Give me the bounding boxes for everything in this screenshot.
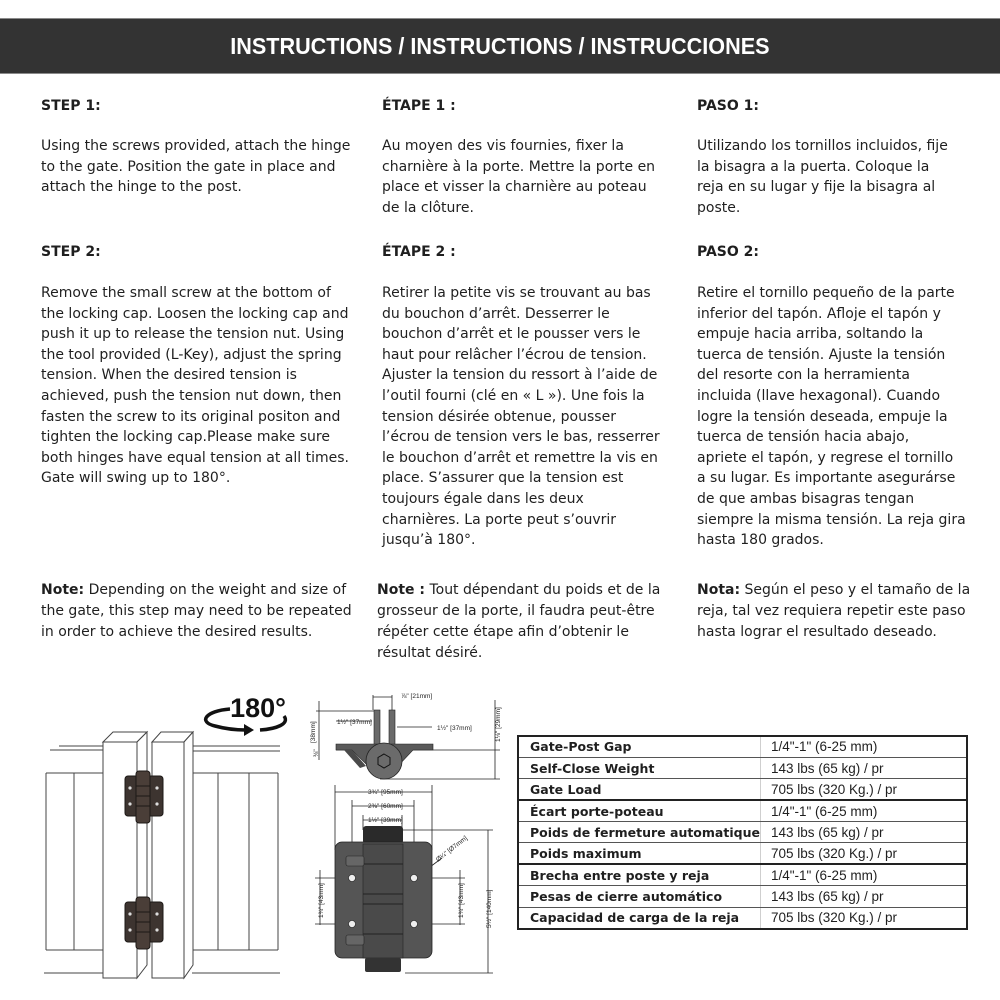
text-line: attach the hinge to the post. [41, 179, 242, 196]
spec-value: 705 lbs (320 Kg.) / pr [760, 907, 967, 928]
dim-knuckle-gap: ⅞" [21mm] [401, 693, 433, 700]
note-line: in order to achieve the desired results. [41, 624, 313, 640]
text-line: tension désirée obtenue, pousser [382, 408, 616, 425]
text-line: jusqu’à 180°. [382, 532, 476, 549]
spec-value: 143 lbs (65 kg) / pr [760, 757, 967, 778]
step2-heading: STEP 2: [41, 244, 101, 260]
note-label: Note: [41, 582, 85, 598]
spec-row [518, 864, 967, 885]
text-line: Ajuster la tension du ressort à l’aide de [382, 367, 658, 384]
text-line: to the gate. Position the gate in place and [41, 158, 336, 175]
spec-row [518, 779, 967, 800]
text-line: du bouchon d’arrêt. Desserrer le [382, 305, 610, 322]
text-line: tension. When the desired tension is [41, 367, 297, 384]
gate-hinge-illustration [30, 680, 300, 990]
note-text: Depending on the weight and size of [84, 582, 347, 598]
note [41, 580, 352, 643]
text-line: incluida (llave hexagonal). Cuando [697, 387, 941, 404]
text-line: Retire el tornillo pequeño de la parte [697, 285, 955, 301]
note-line: hasta lograr el resultado deseado. [697, 624, 937, 640]
fence-panel-right [192, 746, 280, 973]
dim-plate-thickness: ⅜" [313, 749, 320, 757]
dim-overall-height: 5½" [140mm] [486, 889, 493, 928]
spec-label: Gate Load [518, 779, 760, 800]
text-line: le bouchon d’arrêt et remettre la vis en [382, 449, 658, 466]
dim-left-height: [38mm] [310, 721, 317, 743]
text-line: de la clôture. [382, 199, 474, 216]
dim-overall-depth: 1⅛" [29mm] [495, 707, 502, 742]
dim-hole-spacing: 2⅜" [60mm] [368, 803, 403, 810]
spec-label: Brecha entre poste y reja [518, 864, 760, 885]
step1-body [382, 136, 655, 218]
spec-label: Poids maximum [518, 843, 760, 864]
dim-overall-width: 3¾" [95mm] [368, 789, 403, 796]
text-line: place et visser la charnière au poteau [382, 179, 647, 196]
spec-value: 1/4"-1" (6-25 mm) [760, 800, 967, 821]
hinge-front-view-shape [335, 826, 432, 972]
spec-row [518, 736, 967, 757]
dim-leaf-left: 1½" [37mm] [337, 719, 372, 726]
spec-label: Pesas de cierre automático [518, 886, 760, 907]
text-line: la bisagra a la puerta. Coloque la [697, 158, 930, 175]
spec-value: 705 lbs (320 Kg.) / pr [760, 843, 967, 864]
dim-hole-vertical-left: 1¾" [43mm] [318, 883, 325, 918]
swing-180-icon [206, 693, 286, 736]
spec-label: Poids de fermeture automatique [518, 822, 760, 843]
spec-table [517, 735, 968, 930]
fence-panel-left [44, 746, 103, 973]
spec-row [518, 886, 967, 907]
dim-hole-vertical-right: 1¾" [43mm] [458, 883, 465, 918]
text-line: charnière à la porte. Mettre la porte en [382, 158, 656, 175]
note-line: reja, tal vez requiera repetir este paso [697, 603, 966, 619]
hinge-top-view-drawing [300, 680, 510, 790]
step2-body [382, 283, 660, 551]
spec-row [518, 800, 967, 821]
hinge-top-icon [125, 771, 163, 823]
note-label: Note : [377, 582, 425, 598]
text-line: the locking cap. Loosen the locking cap and [41, 305, 349, 322]
note-line: grosseur de la porte, il faudra peut-être [377, 603, 655, 619]
text-line: push it up to release the tension nut. Using [41, 326, 345, 343]
text-line: del resorte con la herramienta [697, 367, 910, 384]
spec-value: 1/4"-1" (6-25 mm) [760, 736, 967, 757]
text-line: achieved, push the tension nut down, then [41, 387, 342, 404]
text-line: haut pour relâcher l’écrou de tension. [382, 346, 647, 363]
text-line: Remove the small screw at the bottom of [41, 285, 331, 301]
text-line: inferior del tapón. Afloje el tapón y [697, 305, 941, 322]
text-line: apriete el tapón, y regrese el tornillo [697, 449, 954, 466]
text-line: Using the screws provided, attach the hinge [41, 138, 351, 154]
header-bar [0, 18, 1000, 74]
text-line: l’outil fourni (clé en « L »). Une fois la [382, 387, 645, 404]
text-line: the tool provided (L-Key), adjust the spring [41, 346, 342, 363]
text-line: l’écrou de tension vers le bas, resserrer [382, 429, 660, 446]
text-line: a su lugar. Es importante asegurárse [697, 470, 956, 487]
note-line: répéter cette étape afin d’obtenir le [377, 624, 629, 640]
dim-hole-diameter: Ø¼" [Ø7mm] [434, 834, 469, 864]
spec-value: 143 lbs (65 kg) / pr [760, 886, 967, 907]
spec-label: Écart porte-poteau [518, 800, 760, 821]
text-line: tighten the locking cap.Please make sure [41, 429, 330, 446]
spec-row [518, 843, 967, 864]
spec-row [518, 907, 967, 928]
text-line: empuje hacia arriba, soltando la [697, 326, 924, 343]
text-line: place. S’assurer que la tension est [382, 470, 624, 487]
text-line: fasten the screw to its original positon and [41, 408, 341, 425]
dim-barrel-width: 1½" [39mm] [368, 817, 403, 824]
step2-body [697, 283, 966, 551]
step1-body [41, 136, 350, 198]
hinge-bottom-icon [125, 897, 163, 949]
note [377, 580, 660, 664]
step2-heading: PASO 2: [697, 244, 760, 260]
step1-heading: ÉTAPE 1 : [382, 98, 456, 114]
step1-heading: PASO 1: [697, 98, 760, 114]
text-line: Retirer la petite vis se trouvant au bas [382, 285, 651, 301]
note-line: the gate, this step may need to be repeated [41, 603, 352, 619]
note-line [697, 580, 970, 601]
text-line: reja en su lugar y fije la bisagra al [697, 179, 936, 196]
note-label: Nota: [697, 582, 741, 598]
text-line: Au moyen des vis fournies, fixer la [382, 138, 624, 154]
text-line: poste. [697, 199, 741, 216]
note [697, 580, 970, 643]
text-line: hasta 180 grados. [697, 532, 824, 549]
spec-value: 1/4"-1" (6-25 mm) [760, 864, 967, 885]
spec-label: Self-Close Weight [518, 757, 760, 778]
text-line: Gate will swing up to 180°. [41, 470, 231, 487]
spec-value: 143 lbs (65 kg) / pr [760, 822, 967, 843]
note-line: résultat désiré. [377, 645, 483, 661]
step1-body [697, 136, 948, 218]
text-line: Utilizando los tornillos incluidos, fije [697, 138, 948, 154]
note-text: Tout dépendant du poids et de la [425, 582, 661, 598]
page-title: INSTRUCTIONS / INSTRUCTIONS / INSTRUCCIONES [230, 32, 770, 59]
text-line: de que ambas bisagras tengan [697, 490, 915, 507]
step2-heading: ÉTAPE 2 : [382, 244, 456, 260]
spec-row [518, 757, 967, 778]
text-line: tuerca de tensión hacia abajo, [697, 429, 910, 446]
spec-row [518, 822, 967, 843]
step1-heading: STEP 1: [41, 98, 101, 114]
hinge-front-view-drawing [300, 780, 510, 985]
note-line [41, 580, 352, 601]
text-line: toujours égale dans les deux [382, 490, 584, 507]
spec-value: 705 lbs (320 Kg.) / pr [760, 779, 967, 800]
text-line: logre la tensión deseada, empuje la [697, 408, 948, 425]
text-line: siempre la misma tensión. La reja gira [697, 511, 966, 528]
spec-label: Gate-Post Gap [518, 736, 760, 757]
text-line: charnières. La porte peut s’ouvrir [382, 511, 617, 528]
swing-angle-label: 180° [230, 693, 286, 723]
note-text: Según el peso y el tamaño de la [740, 582, 971, 598]
text-line: tuerca de tensión. Ajuste la tensión [697, 346, 946, 363]
dim-leaf-right: 1½" [37mm] [437, 725, 472, 732]
spec-label: Capacidad de carga de la reja [518, 907, 760, 928]
text-line: bouchon d’arrêt et le pousser vers le [382, 326, 641, 343]
step2-body [41, 283, 349, 489]
text-line: both hinges have equal tension at all times. [41, 449, 349, 466]
note-line [377, 580, 660, 601]
